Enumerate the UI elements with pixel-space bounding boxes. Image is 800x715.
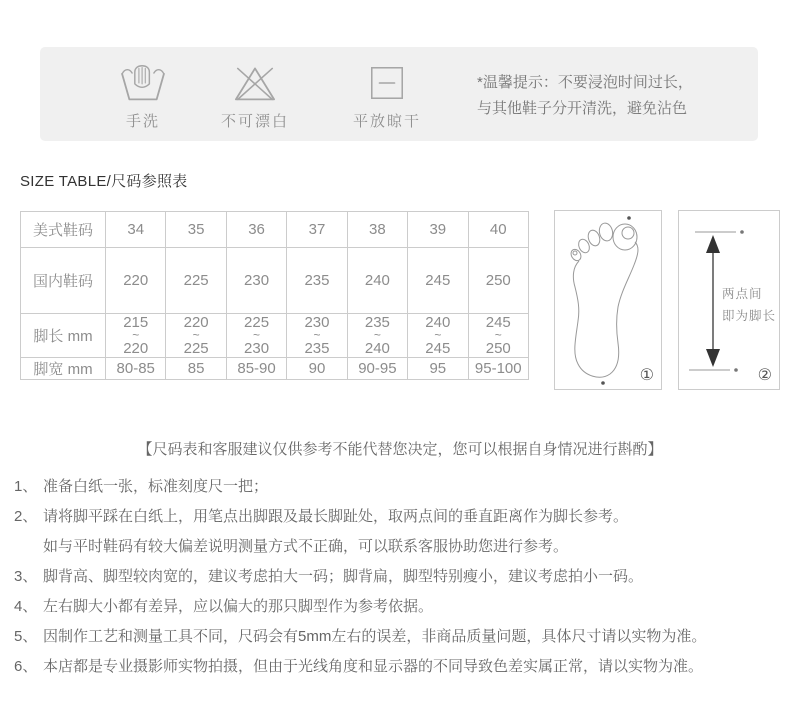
- size-table-cell: 245 ~ 250: [468, 314, 528, 358]
- instruction-number: 5、: [14, 628, 38, 645]
- size-table-cell: 230 ~ 235: [287, 314, 347, 358]
- size-table-cell: 85-90: [226, 358, 286, 380]
- arrow-caption-line2: 即为脚长: [722, 309, 777, 323]
- foot-measure-diagram: [554, 210, 662, 390]
- size-table-cell: 230: [226, 248, 286, 314]
- instruction-text: 请将脚平踩在白纸上，用笔点出脚跟及最长脚趾处，取两点间的垂直距离作为脚长参考。: [43, 508, 629, 525]
- size-table-cell: 225: [166, 248, 226, 314]
- size-table-cell: 220 ~ 225: [166, 314, 226, 358]
- instruction-text: 左右脚大小都有差异，应以偏大的那只脚型作为参考依据。: [43, 598, 434, 615]
- diagram-badge-1: ①: [639, 367, 654, 384]
- instruction-number: 6、: [14, 658, 38, 675]
- instruction-text: 准备白纸一张，标准刻度尺一把；: [43, 478, 269, 495]
- instruction-text: 脚背高、脚型较肉宽的，建议考虑拍大一码；脚背扁，脚型特别瘦小，建议考虑拍小一码。: [43, 568, 644, 585]
- instruction-item: [14, 502, 794, 532]
- care-tip-text: [477, 70, 693, 122]
- no-bleach-icon: [200, 61, 310, 103]
- size-table-cell: 240: [347, 248, 407, 314]
- size-table-cell: 90-95: [347, 358, 407, 380]
- instruction-item: [14, 472, 794, 502]
- instruction-number: 4、: [14, 598, 38, 615]
- instruction-item: [14, 592, 794, 622]
- instruction-item: [14, 652, 794, 682]
- size-table-cell: 215 ~ 220: [106, 314, 166, 358]
- instruction-number: 2、: [14, 508, 38, 525]
- size-table-cell: 38: [347, 212, 407, 248]
- care-label-dry-flat: 平放晾干: [352, 113, 421, 130]
- size-table-cell: 245: [408, 248, 468, 314]
- care-item-dry-flat: [332, 61, 442, 131]
- size-table-cell: 95: [408, 358, 468, 380]
- size-table-title: SIZE TABLE/尺码参照表: [20, 173, 188, 190]
- size-table-cell: 250: [468, 248, 528, 314]
- size-table-cell: 85: [166, 358, 226, 380]
- size-table-cell: 225 ~ 230: [226, 314, 286, 358]
- care-label-hand-wash: 手洗: [125, 113, 160, 130]
- size-table-row: [21, 358, 529, 380]
- size-table-cell: 235: [287, 248, 347, 314]
- care-tip-line1: *温馨提示：不要浸泡时间过长，: [477, 74, 693, 91]
- size-table-cell: 80-85: [106, 358, 166, 380]
- size-table-row-label: 国内鞋码: [21, 248, 106, 314]
- instruction-item: [14, 562, 794, 592]
- arrow-caption-line1: 两点间: [722, 287, 763, 301]
- size-table-cell: 235 ~ 240: [347, 314, 407, 358]
- care-tip-line2: 与其他鞋子分开清洗，避免沾色: [477, 100, 688, 117]
- size-table: [20, 211, 529, 380]
- size-table-cell: 34: [106, 212, 166, 248]
- size-table-row-label: 美式鞋码: [21, 212, 106, 248]
- hand-wash-icon: [88, 61, 198, 103]
- instruction-text: 因制作工艺和测量工具不同，尺码会有5mm左右的误差，非商品质量问题，具体尺寸请以实物为准。: [43, 628, 707, 645]
- size-table-cell: 95-100: [468, 358, 528, 380]
- size-table-row-label: 脚长 mm: [21, 314, 106, 358]
- size-table-cell: 35: [166, 212, 226, 248]
- dry-flat-icon: [332, 61, 442, 103]
- instruction-number: 1、: [14, 478, 38, 495]
- care-item-no-bleach: [200, 61, 310, 131]
- size-table-cell: 240 ~ 245: [408, 314, 468, 358]
- care-item-hand-wash: [88, 61, 198, 131]
- foot-length-arrow-diagram: [678, 210, 780, 390]
- size-table-cell: 220: [106, 248, 166, 314]
- instruction-item: [14, 622, 794, 652]
- instruction-number: 3、: [14, 568, 38, 585]
- instruction-text: 本店都是专业摄影师实物拍摄，但由于光线角度和显示器的不同导致色差实属正常，请以实物为准。: [43, 658, 704, 675]
- care-label-no-bleach: 不可漂白: [220, 113, 289, 130]
- diagram-badge-2: ②: [757, 367, 772, 384]
- size-table-cell: 39: [408, 212, 468, 248]
- size-table-cell: 40: [468, 212, 528, 248]
- instruction-continuation: 如与平时鞋码有较大偏差说明测量方式不正确，可以联系客服协助您进行参考。: [43, 538, 569, 555]
- size-table-row: [21, 248, 529, 314]
- size-table-cell: 36: [226, 212, 286, 248]
- size-table-cell: 90: [287, 358, 347, 380]
- care-instructions-panel: [40, 47, 758, 141]
- size-advice-notice: 【尺码表和客服建议仅供参考不能代替您决定，您可以根据自身情况进行斟酌】: [137, 441, 663, 458]
- size-table-row: [21, 212, 529, 248]
- size-table-cell: 37: [287, 212, 347, 248]
- arrow-caption: [722, 283, 776, 327]
- size-table-row-label: 脚宽 mm: [21, 358, 106, 380]
- size-table-row: [21, 314, 529, 358]
- instructions: [14, 472, 794, 682]
